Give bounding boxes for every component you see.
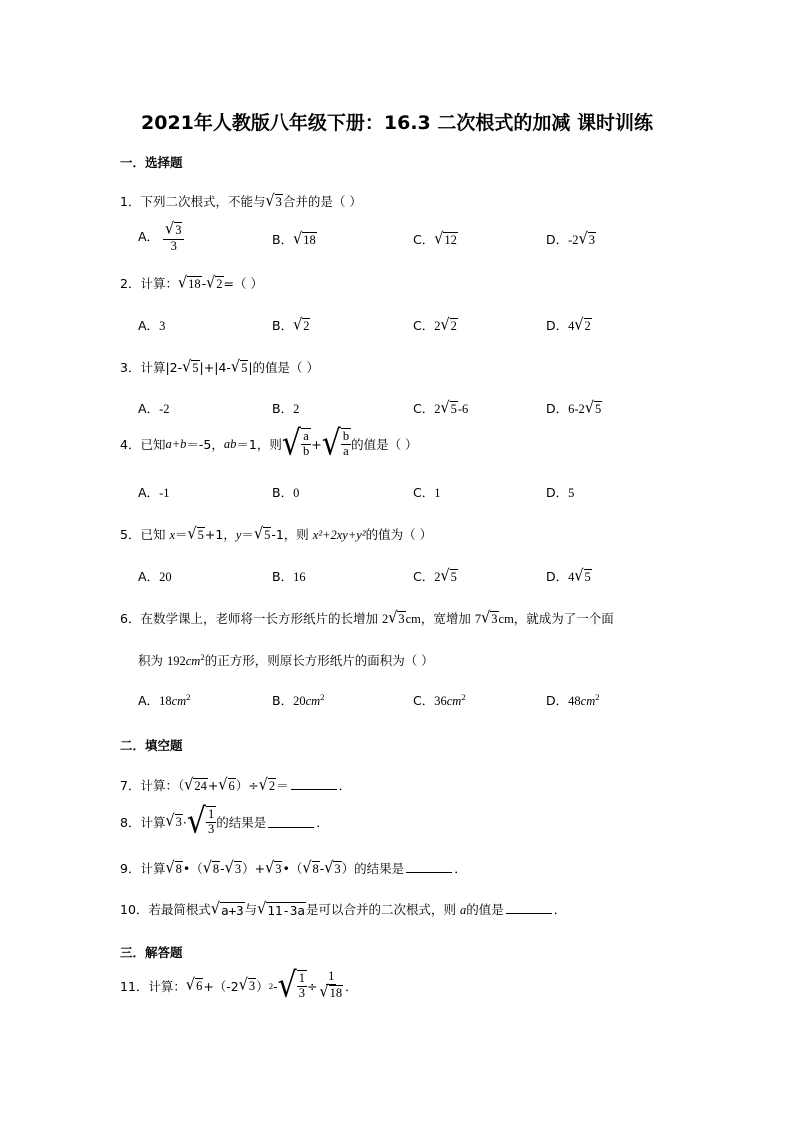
option-6b: B．$20cm^2$ <box>272 691 325 708</box>
option-1d: D．-2 √ 3 <box>546 230 595 248</box>
option-3c: C．2 √ 5 -6 <box>413 399 469 417</box>
option-4d: D．5 <box>546 485 575 500</box>
answer-blank[interactable] <box>291 779 337 790</box>
question-2: 2．计算： √ 18 - √ 2 =（ ） <box>120 274 263 292</box>
option-1c: C． √ 12 <box>413 230 457 248</box>
option-3b: B．2 <box>272 401 300 416</box>
section-heading-solve: 三．解答题 <box>120 945 183 960</box>
option-2b: B． √ 2 <box>272 316 310 334</box>
option-3d: D．6-2 √ 5 <box>546 399 602 417</box>
question-11: 11． 计算： √ 6 +（-2 √ 3 ） 2 - √ $\frac{1}{3}$ ÷ 1 √ 18 ． <box>120 965 358 1006</box>
option-5b: B．16 <box>272 569 306 584</box>
option-2a: A．3 <box>138 318 166 333</box>
option-2c: C．2 √ 2 <box>413 316 457 334</box>
question-4: 4． 已知 a+b ＝-5， ab ＝1，则 √ $\frac{a}{b}$ + √ $\frac{b}{a}$ 的值是（ ） <box>120 423 418 464</box>
question-1: 1．下列二次根式，不能与 √ 3 合并的是（ ） <box>120 192 362 210</box>
question-9: 9．计算 √ 8 •（ √ 8 - √ 3 ）+ √ 3 •（ √ 8 - √ 3 ）的结果是 ． <box>120 859 467 877</box>
question-7: 7．计算：（ √ 24 + √ 6 ）÷ √ 2 ＝ ． <box>120 776 352 794</box>
answer-blank[interactable] <box>506 903 552 914</box>
section-heading-fill: 二．填空题 <box>120 738 183 753</box>
question-6-line2: 积为 $192cm^2$的正方形，则原长方形纸片的面积为（ ） <box>138 651 434 668</box>
option-4a: A．-1 <box>138 485 170 500</box>
option-5d: D．4 √ 5 <box>546 567 591 585</box>
question-5: 5．已知 x＝ √ 5 +1，y＝ √ 5 -1，则 x²+2xy+y²的值为（ ） <box>120 525 433 543</box>
question-3: 3．计算|2- √ 5 |+|4- √ 5 |的值是（ ） <box>120 358 320 376</box>
answer-blank[interactable] <box>268 817 314 828</box>
option-6d: D．$48cm^2$ <box>546 691 600 708</box>
option-1a: A． √ 3 3 <box>138 222 184 253</box>
answer-blank[interactable] <box>406 862 452 873</box>
option-6c: C．$36cm^2$ <box>413 691 466 708</box>
question-10: 10．若最简根式 √ a+3 与 √ 11-3a 是可以合并的二次根式，则 a的值是 ． <box>120 900 567 919</box>
option-4c: C．1 <box>413 485 441 500</box>
option-6a: A．$18cm^2$ <box>138 691 191 708</box>
section-heading-choice: 一．选择题 <box>120 155 183 170</box>
question-8: 8． 计算 √ 3 · √ $\frac{1}{3}$ 的结果是 ． <box>120 801 329 842</box>
option-2d: D．4 √ 2 <box>546 316 591 334</box>
question-number: 1． <box>120 194 141 209</box>
option-3a: A．-2 <box>138 401 170 416</box>
option-4b: B．0 <box>272 485 300 500</box>
option-5a: A．20 <box>138 569 172 584</box>
page-title: 2021年人教版八年级下册：16.3 二次根式的加减 课时训练 <box>141 112 653 134</box>
option-5c: C．2 √ 5 <box>413 567 457 585</box>
question-6: 6．在数学课上，老师将一长方形纸片的长增加 2 √ 3 cm，宽增加 7 √ 3 cm，就成为了一个面 <box>120 609 614 627</box>
option-1b: B． √ 18 <box>272 230 316 248</box>
